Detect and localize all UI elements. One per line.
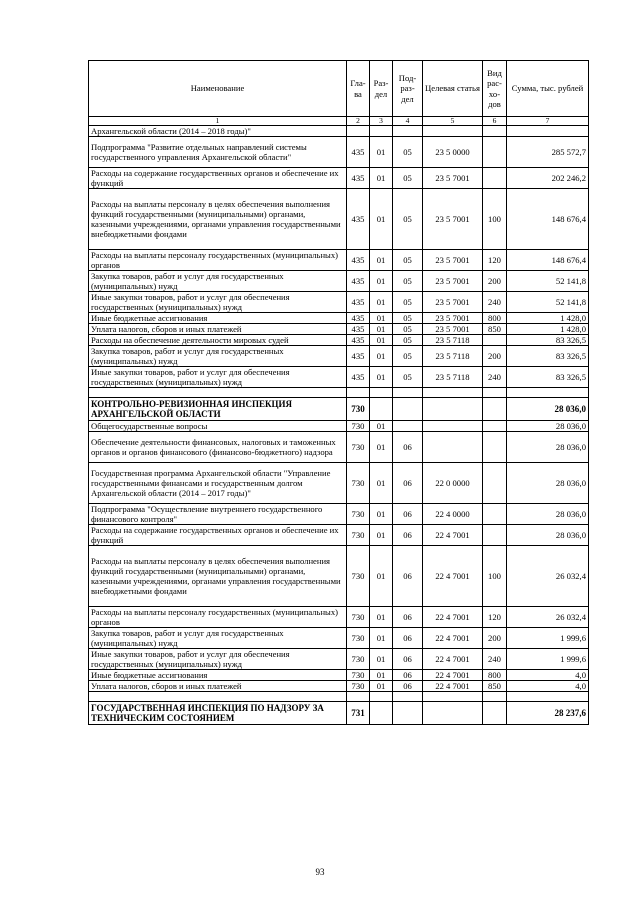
row-glava-cell: 435 — [347, 324, 370, 335]
row-vid-cell: 100 — [483, 546, 507, 607]
row-celevaya-cell — [423, 432, 483, 463]
row-podrazdel-cell: 05 — [393, 137, 423, 168]
row-vid-cell: 200 — [483, 271, 507, 292]
header-glava: Гла- ва — [347, 61, 370, 117]
row-summa-cell: 285 572,7 — [507, 137, 589, 168]
row-glava-cell — [347, 692, 370, 702]
row-summa-cell: 28 036,0 — [507, 525, 589, 546]
table-row — [89, 670, 589, 681]
header-podrazdel: Под- раз- дел — [393, 61, 423, 117]
row-summa-cell: 4,0 — [507, 670, 589, 681]
table-row — [89, 432, 589, 463]
row-name-cell: Иные бюджетные ассигнования — [89, 313, 347, 324]
row-summa-cell — [507, 126, 589, 137]
row-summa-cell — [507, 388, 589, 398]
row-summa-cell: 28 036,0 — [507, 463, 589, 504]
row-celevaya-cell — [423, 388, 483, 398]
row-summa-cell: 1 999,6 — [507, 649, 589, 670]
row-glava-cell: 730 — [347, 681, 370, 692]
table-row — [89, 681, 589, 692]
row-razdel-cell: 01 — [370, 463, 393, 504]
row-vid-cell — [483, 702, 507, 725]
row-glava-cell: 730 — [347, 628, 370, 649]
row-vid-cell: 200 — [483, 628, 507, 649]
row-razdel-cell: 01 — [370, 504, 393, 525]
row-name-cell: Уплата налогов, сборов и иных платежей — [89, 324, 347, 335]
row-name-cell: Расходы на содержание государственных органов и обеспечение их функций — [89, 525, 347, 546]
row-vid-cell — [483, 137, 507, 168]
row-podrazdel-cell: 05 — [393, 189, 423, 250]
row-celevaya-cell — [423, 702, 483, 725]
row-razdel-cell: 01 — [370, 168, 393, 189]
row-summa-cell: 28 036,0 — [507, 504, 589, 525]
row-summa-cell: 52 141,8 — [507, 292, 589, 313]
table-row — [89, 250, 589, 271]
table-row — [89, 367, 589, 388]
row-glava-cell: 730 — [347, 525, 370, 546]
row-celevaya-cell: 22 4 7001 — [423, 525, 483, 546]
row-name-cell: Расходы на выплаты персоналу государственных (муниципальных) органов — [89, 607, 347, 628]
row-summa-cell: 28 036,0 — [507, 432, 589, 463]
row-razdel-cell — [370, 388, 393, 398]
row-razdel-cell: 01 — [370, 681, 393, 692]
row-podrazdel-cell: 05 — [393, 367, 423, 388]
row-summa-cell: 1 428,0 — [507, 313, 589, 324]
column-number: 2 — [347, 117, 370, 126]
row-razdel-cell: 01 — [370, 346, 393, 367]
row-razdel-cell: 01 — [370, 367, 393, 388]
row-glava-cell: 435 — [347, 346, 370, 367]
row-razdel-cell: 01 — [370, 189, 393, 250]
row-summa-cell: 148 676,4 — [507, 189, 589, 250]
row-razdel-cell — [370, 692, 393, 702]
row-vid-cell — [483, 398, 507, 421]
row-vid-cell — [483, 168, 507, 189]
header-vid: Вид рас- хо- дов — [483, 61, 507, 117]
row-vid-cell: 240 — [483, 367, 507, 388]
row-name-cell: ГОСУДАРСТВЕННАЯ ИНСПЕКЦИЯ ПО НАДЗОРУ ЗА ТЕХНИЧЕСКИМ СОСТОЯНИЕМ — [89, 702, 347, 725]
spacer-row — [89, 692, 589, 702]
row-podrazdel-cell: 05 — [393, 168, 423, 189]
row-celevaya-cell: 23 5 7001 — [423, 168, 483, 189]
row-name-cell — [89, 388, 347, 398]
header-celevaya: Целевая статья — [423, 61, 483, 117]
table-row — [89, 628, 589, 649]
row-vid-cell: 850 — [483, 324, 507, 335]
row-celevaya-cell: 22 4 7001 — [423, 628, 483, 649]
row-podrazdel-cell: 06 — [393, 463, 423, 504]
row-name-cell: Подпрограмма "Осуществление внутреннего государственного финансового контроля" — [89, 504, 347, 525]
row-summa-cell: 28 237,6 — [507, 702, 589, 725]
row-glava-cell: 730 — [347, 546, 370, 607]
row-razdel-cell — [370, 126, 393, 137]
row-glava-cell: 435 — [347, 168, 370, 189]
row-podrazdel-cell: 05 — [393, 313, 423, 324]
row-celevaya-cell: 22 4 0000 — [423, 504, 483, 525]
row-vid-cell — [483, 126, 507, 137]
column-number: 3 — [370, 117, 393, 126]
row-podrazdel-cell: 06 — [393, 504, 423, 525]
row-glava-cell: 730 — [347, 504, 370, 525]
row-celevaya-cell — [423, 398, 483, 421]
table-row — [89, 525, 589, 546]
row-podrazdel-cell: 06 — [393, 681, 423, 692]
row-vid-cell: 200 — [483, 346, 507, 367]
table-row — [89, 649, 589, 670]
row-vid-cell — [483, 421, 507, 432]
row-name-cell: Архангельской области (2014 – 2018 годы)" — [89, 126, 347, 137]
table-row — [89, 313, 589, 324]
row-vid-cell — [483, 335, 507, 346]
table-row — [89, 346, 589, 367]
budget-table — [88, 60, 589, 725]
row-summa-cell: 26 032,4 — [507, 546, 589, 607]
row-podrazdel-cell — [393, 126, 423, 137]
row-podrazdel-cell — [393, 398, 423, 421]
row-podrazdel-cell — [393, 692, 423, 702]
row-name-cell: Государственная программа Архангельской области "Управление государственными финансами и государственным долгом Архангельской области (2014 – 2017 годы)" — [89, 463, 347, 504]
row-podrazdel-cell — [393, 421, 423, 432]
row-name-cell: Уплата налогов, сборов и иных платежей — [89, 681, 347, 692]
row-razdel-cell: 01 — [370, 292, 393, 313]
row-vid-cell — [483, 432, 507, 463]
row-razdel-cell: 01 — [370, 421, 393, 432]
row-glava-cell: 730 — [347, 421, 370, 432]
row-podrazdel-cell — [393, 702, 423, 725]
row-name-cell: Иные закупки товаров, работ и услуг для обеспечения государственных (муниципальных) нужд — [89, 292, 347, 313]
table-row — [89, 335, 589, 346]
row-celevaya-cell: 23 5 7001 — [423, 324, 483, 335]
header-razdel: Раз- дел — [370, 61, 393, 117]
table-body — [89, 126, 589, 725]
row-glava-cell: 730 — [347, 463, 370, 504]
row-vid-cell: 800 — [483, 313, 507, 324]
row-summa-cell: 28 036,0 — [507, 398, 589, 421]
row-glava-cell: 730 — [347, 670, 370, 681]
table-row — [89, 421, 589, 432]
table-row — [89, 168, 589, 189]
row-vid-cell: 800 — [483, 670, 507, 681]
row-celevaya-cell: 23 5 7118 — [423, 367, 483, 388]
row-celevaya-cell: 23 5 7001 — [423, 292, 483, 313]
row-celevaya-cell — [423, 692, 483, 702]
row-vid-cell: 120 — [483, 250, 507, 271]
row-razdel-cell: 01 — [370, 271, 393, 292]
row-podrazdel-cell: 05 — [393, 346, 423, 367]
row-razdel-cell: 01 — [370, 313, 393, 324]
row-vid-cell — [483, 463, 507, 504]
row-glava-cell: 435 — [347, 292, 370, 313]
row-glava-cell: 435 — [347, 367, 370, 388]
row-glava-cell: 730 — [347, 432, 370, 463]
row-name-cell: Закупка товаров, работ и услуг для государственных (муниципальных) нужд — [89, 271, 347, 292]
row-summa-cell: 4,0 — [507, 681, 589, 692]
row-name-cell: Закупка товаров, работ и услуг для государственных (муниципальных) нужд — [89, 346, 347, 367]
row-podrazdel-cell: 06 — [393, 670, 423, 681]
row-name-cell: Иные закупки товаров, работ и услуг для обеспечения государственных (муниципальных) нужд — [89, 367, 347, 388]
row-vid-cell: 850 — [483, 681, 507, 692]
row-celevaya-cell: 23 5 7001 — [423, 250, 483, 271]
row-glava-cell: 435 — [347, 335, 370, 346]
row-celevaya-cell — [423, 421, 483, 432]
table-row — [89, 271, 589, 292]
row-name-cell: Общегосударственные вопросы — [89, 421, 347, 432]
row-razdel-cell — [370, 702, 393, 725]
row-name-cell: Расходы на выплаты персоналу государственных (муниципальных) органов — [89, 250, 347, 271]
row-glava-cell: 730 — [347, 649, 370, 670]
row-razdel-cell: 01 — [370, 670, 393, 681]
table-row — [89, 504, 589, 525]
row-vid-cell: 120 — [483, 607, 507, 628]
row-vid-cell — [483, 388, 507, 398]
row-podrazdel-cell: 06 — [393, 628, 423, 649]
row-glava-cell: 730 — [347, 607, 370, 628]
header-summa: Сумма, тыс. рублей — [507, 61, 589, 117]
row-name-cell: Расходы на выплаты персоналу в целях обеспечения выполнения функций государственными (муниципальными) органами, казенными учреждениями, органами управления государственными внебюджетными фондами — [89, 546, 347, 607]
spacer-row — [89, 388, 589, 398]
row-name-cell: Расходы на обеспечение деятельности мировых судей — [89, 335, 347, 346]
row-name-cell: Расходы на содержание государственных органов и обеспечение их функций — [89, 168, 347, 189]
row-podrazdel-cell: 05 — [393, 271, 423, 292]
row-celevaya-cell: 22 4 7001 — [423, 681, 483, 692]
row-name-cell: Иные бюджетные ассигнования — [89, 670, 347, 681]
header-name: Наименование — [89, 61, 347, 117]
row-razdel-cell: 01 — [370, 137, 393, 168]
row-razdel-cell: 01 — [370, 546, 393, 607]
row-celevaya-cell: 22 0 0000 — [423, 463, 483, 504]
column-number: 6 — [483, 117, 507, 126]
row-podrazdel-cell: 06 — [393, 649, 423, 670]
row-podrazdel-cell: 06 — [393, 432, 423, 463]
row-razdel-cell — [370, 398, 393, 421]
row-name-cell: Закупка товаров, работ и услуг для государственных (муниципальных) нужд — [89, 628, 347, 649]
row-name-cell — [89, 692, 347, 702]
column-number-row — [89, 117, 589, 126]
row-celevaya-cell: 23 5 7001 — [423, 313, 483, 324]
row-summa-cell: 202 246,2 — [507, 168, 589, 189]
row-podrazdel-cell: 06 — [393, 546, 423, 607]
row-celevaya-cell: 22 4 7001 — [423, 649, 483, 670]
row-vid-cell — [483, 692, 507, 702]
table-row — [89, 126, 589, 137]
table-row — [89, 189, 589, 250]
row-podrazdel-cell: 05 — [393, 292, 423, 313]
row-glava-cell — [347, 388, 370, 398]
row-vid-cell: 240 — [483, 649, 507, 670]
row-celevaya-cell: 23 5 7001 — [423, 189, 483, 250]
row-celevaya-cell — [423, 126, 483, 137]
row-summa-cell: 1 428,0 — [507, 324, 589, 335]
row-podrazdel-cell: 05 — [393, 324, 423, 335]
row-celevaya-cell: 23 5 7118 — [423, 346, 483, 367]
row-name-cell: КОНТРОЛЬНО-РЕВИЗИОННАЯ ИНСПЕКЦИЯ АРХАНГЕЛЬСКОЙ ОБЛАСТИ — [89, 398, 347, 421]
page-number: 93 — [315, 867, 325, 877]
row-podrazdel-cell: 06 — [393, 607, 423, 628]
table-row — [89, 137, 589, 168]
row-vid-cell — [483, 504, 507, 525]
column-number: 1 — [89, 117, 347, 126]
row-celevaya-cell: 22 4 7001 — [423, 546, 483, 607]
organization-row — [89, 398, 589, 421]
row-summa-cell: 52 141,8 — [507, 271, 589, 292]
row-glava-cell: 435 — [347, 313, 370, 324]
row-glava-cell: 435 — [347, 250, 370, 271]
row-summa-cell: 1 999,6 — [507, 628, 589, 649]
row-summa-cell: 28 036,0 — [507, 421, 589, 432]
column-number: 4 — [393, 117, 423, 126]
row-summa-cell: 83 326,5 — [507, 346, 589, 367]
row-celevaya-cell: 23 5 7118 — [423, 335, 483, 346]
row-celevaya-cell: 23 5 7001 — [423, 271, 483, 292]
row-razdel-cell: 01 — [370, 335, 393, 346]
row-podrazdel-cell: 05 — [393, 335, 423, 346]
row-celevaya-cell: 23 5 0000 — [423, 137, 483, 168]
row-name-cell: Подпрограмма "Развитие отдельных направлений системы государственного управления Архангельской области" — [89, 137, 347, 168]
row-podrazdel-cell — [393, 388, 423, 398]
table-header-row — [89, 61, 589, 117]
row-summa-cell: 26 032,4 — [507, 607, 589, 628]
column-number: 5 — [423, 117, 483, 126]
row-glava-cell: 435 — [347, 189, 370, 250]
column-number: 7 — [507, 117, 589, 126]
row-name-cell: Иные закупки товаров, работ и услуг для обеспечения государственных (муниципальных) нужд — [89, 649, 347, 670]
row-summa-cell: 83 326,5 — [507, 367, 589, 388]
row-razdel-cell: 01 — [370, 649, 393, 670]
row-glava-cell: 435 — [347, 137, 370, 168]
row-glava-cell: 435 — [347, 271, 370, 292]
table-row — [89, 324, 589, 335]
table-row — [89, 463, 589, 504]
row-razdel-cell: 01 — [370, 324, 393, 335]
row-name-cell: Расходы на выплаты персоналу в целях обеспечения выполнения функций государственными (муниципальными) органами, казенными учреждениями, органами управления государственными внебюджетными фондами — [89, 189, 347, 250]
row-vid-cell: 100 — [483, 189, 507, 250]
row-summa-cell — [507, 692, 589, 702]
row-summa-cell: 83 326,5 — [507, 335, 589, 346]
row-razdel-cell: 01 — [370, 250, 393, 271]
row-razdel-cell: 01 — [370, 628, 393, 649]
organization-row — [89, 702, 589, 725]
row-podrazdel-cell: 06 — [393, 525, 423, 546]
row-glava-cell: 731 — [347, 702, 370, 725]
row-celevaya-cell: 22 4 7001 — [423, 670, 483, 681]
row-razdel-cell: 01 — [370, 607, 393, 628]
table-row — [89, 546, 589, 607]
row-razdel-cell: 01 — [370, 525, 393, 546]
row-podrazdel-cell: 05 — [393, 250, 423, 271]
row-glava-cell: 730 — [347, 398, 370, 421]
row-celevaya-cell: 22 4 7001 — [423, 607, 483, 628]
row-vid-cell: 240 — [483, 292, 507, 313]
row-summa-cell: 148 676,4 — [507, 250, 589, 271]
table-row — [89, 292, 589, 313]
row-razdel-cell: 01 — [370, 432, 393, 463]
row-glava-cell — [347, 126, 370, 137]
row-vid-cell — [483, 525, 507, 546]
table-row — [89, 607, 589, 628]
row-name-cell: Обеспечение деятельности финансовых, налоговых и таможенных органов и органов финансового (финансово-бюджетного) надзора — [89, 432, 347, 463]
